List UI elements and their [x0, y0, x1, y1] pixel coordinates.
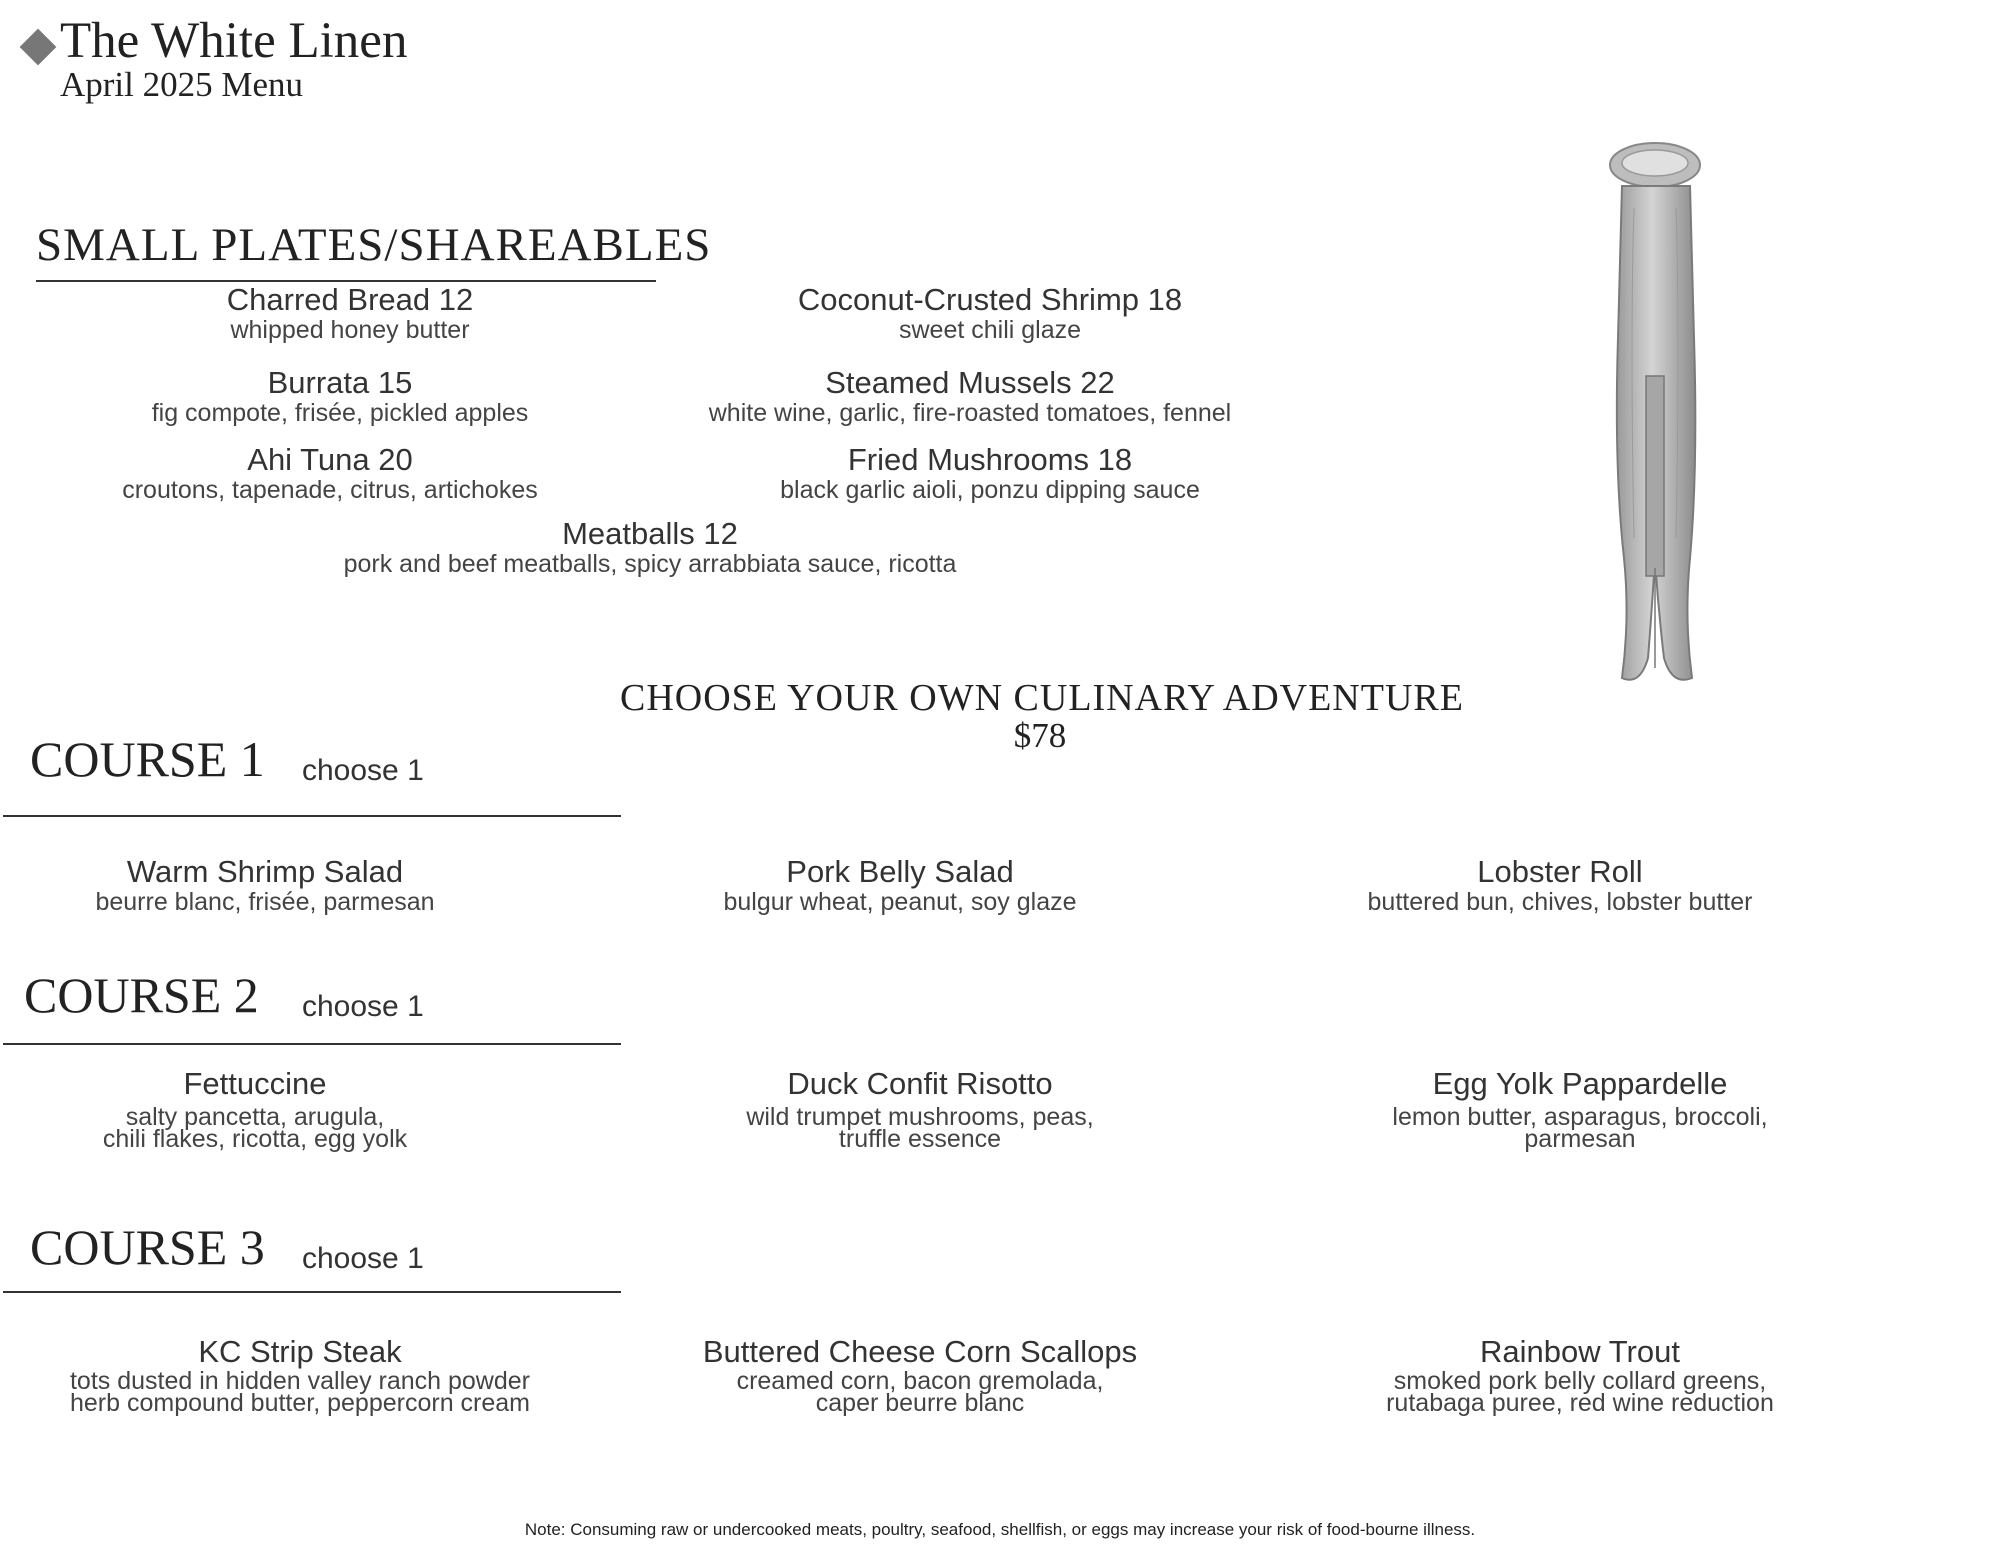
item-description-line2: herb compound butter, peppercorn cream: [70, 1389, 530, 1417]
item-name: Burrata 15: [267, 365, 413, 400]
item-name: Steamed Mussels 22: [825, 365, 1115, 400]
course-item: [700, 1066, 1140, 1153]
item-description-line2: chili flakes, ricotta, egg yolk: [102, 1125, 408, 1153]
clothespin-icon: [1600, 138, 1710, 688]
menu-item: [280, 516, 1020, 576]
small-plates-heading: SMALL PLATES/SHAREABLES: [36, 219, 712, 271]
menu-item: [150, 282, 550, 342]
item-description: black garlic aioli, ponzu dipping sauce: [780, 476, 1200, 504]
item-description: croutons, tapenade, citrus, artichokes: [122, 476, 538, 504]
diamond-icon: [20, 29, 57, 66]
course-item: [680, 1334, 1160, 1417]
course-item: [1340, 1066, 1820, 1153]
item-description: fig compote, frisée, pickled apples: [151, 399, 529, 427]
item-description-line2: truffle essence: [838, 1125, 1002, 1153]
item-name: Fried Mushrooms 18: [847, 442, 1133, 477]
item-description: sweet chili glaze: [898, 316, 1082, 344]
item-description: whipped honey butter: [230, 316, 470, 344]
item-name: KC Strip Steak: [198, 1334, 402, 1369]
item-description-line1: lemon butter, asparagus, broccoli,: [1392, 1103, 1768, 1131]
menu-item: [100, 365, 580, 425]
menu-item: [640, 365, 1300, 425]
item-name: Lobster Roll: [1477, 854, 1643, 889]
course-1-heading: COURSE 1: [30, 731, 265, 787]
item-description: buttered bun, chives, lobster butter: [1367, 888, 1753, 916]
item-name: Fettuccine: [183, 1066, 327, 1101]
menu-date: April 2025 Menu: [60, 65, 304, 104]
item-description-line1: wild trumpet mushrooms, peas,: [746, 1103, 1094, 1131]
course-3-divider: [3, 1291, 621, 1293]
allergy-note: Note: Consuming raw or undercooked meats, poultry, seafood, shellfish, or eggs may increase your risk of food-bourne illness.: [524, 1520, 1476, 1539]
course-item: [40, 854, 490, 914]
course-2-heading: COURSE 2: [24, 967, 259, 1023]
item-name: Ahi Tuna 20: [247, 442, 413, 477]
item-description-line1: salty pancetta, arugula,: [125, 1103, 385, 1131]
item-description-line2: parmesan: [1524, 1125, 1636, 1153]
item-description-line2: caper beurre blanc: [815, 1389, 1025, 1417]
course-1-divider: [3, 815, 621, 817]
item-description: bulgur wheat, peanut, soy glaze: [723, 888, 1077, 916]
item-description: white wine, garlic, fire-roasted tomatoes, fennel: [708, 399, 1232, 427]
course-3-choose: choose 1: [302, 1242, 424, 1275]
item-name: Charred Bread 12: [226, 282, 474, 317]
item-name: Meatballs 12: [562, 516, 738, 551]
course-2-choose: choose 1: [302, 990, 424, 1023]
item-description: beurre blanc, frisée, parmesan: [95, 888, 435, 916]
prix-fixe-price: $78: [1013, 716, 1067, 755]
item-name: Duck Confit Risotto: [787, 1066, 1053, 1101]
item-name: Rainbow Trout: [1480, 1334, 1680, 1369]
course-item: [670, 854, 1130, 914]
item-name: Egg Yolk Pappardelle: [1432, 1066, 1728, 1101]
course-item: [1320, 854, 1800, 914]
course-item: [10, 1334, 590, 1417]
item-name: Coconut-Crusted Shrimp 18: [797, 282, 1183, 317]
menu-item: [740, 282, 1240, 342]
item-name: Warm Shrimp Salad: [126, 854, 404, 889]
course-1-choose: choose 1: [302, 754, 424, 787]
course-3-heading: COURSE 3: [30, 1219, 265, 1275]
item-description-line1: tots dusted in hidden valley ranch powder: [69, 1367, 530, 1395]
course-2-divider: [3, 1043, 621, 1045]
item-description-line1: smoked pork belly collard greens,: [1393, 1367, 1767, 1395]
menu-item: [80, 442, 580, 502]
item-description: pork and beef meatballs, spicy arrabbiata sauce, ricotta: [343, 550, 957, 578]
item-name: Buttered Cheese Corn Scallops: [702, 1334, 1138, 1369]
item-description-line1: creamed corn, bacon gremolada,: [736, 1367, 1104, 1395]
restaurant-name: The White Linen: [60, 13, 408, 69]
course-item: [1340, 1334, 1820, 1417]
prix-fixe-heading: CHOOSE YOUR OWN CULINARY ADVENTURE: [620, 677, 1464, 719]
item-description-line2: rutabaga puree, red wine reduction: [1386, 1389, 1774, 1417]
course-item: [60, 1066, 450, 1153]
menu-item: [720, 442, 1260, 502]
item-name: Pork Belly Salad: [786, 854, 1014, 889]
